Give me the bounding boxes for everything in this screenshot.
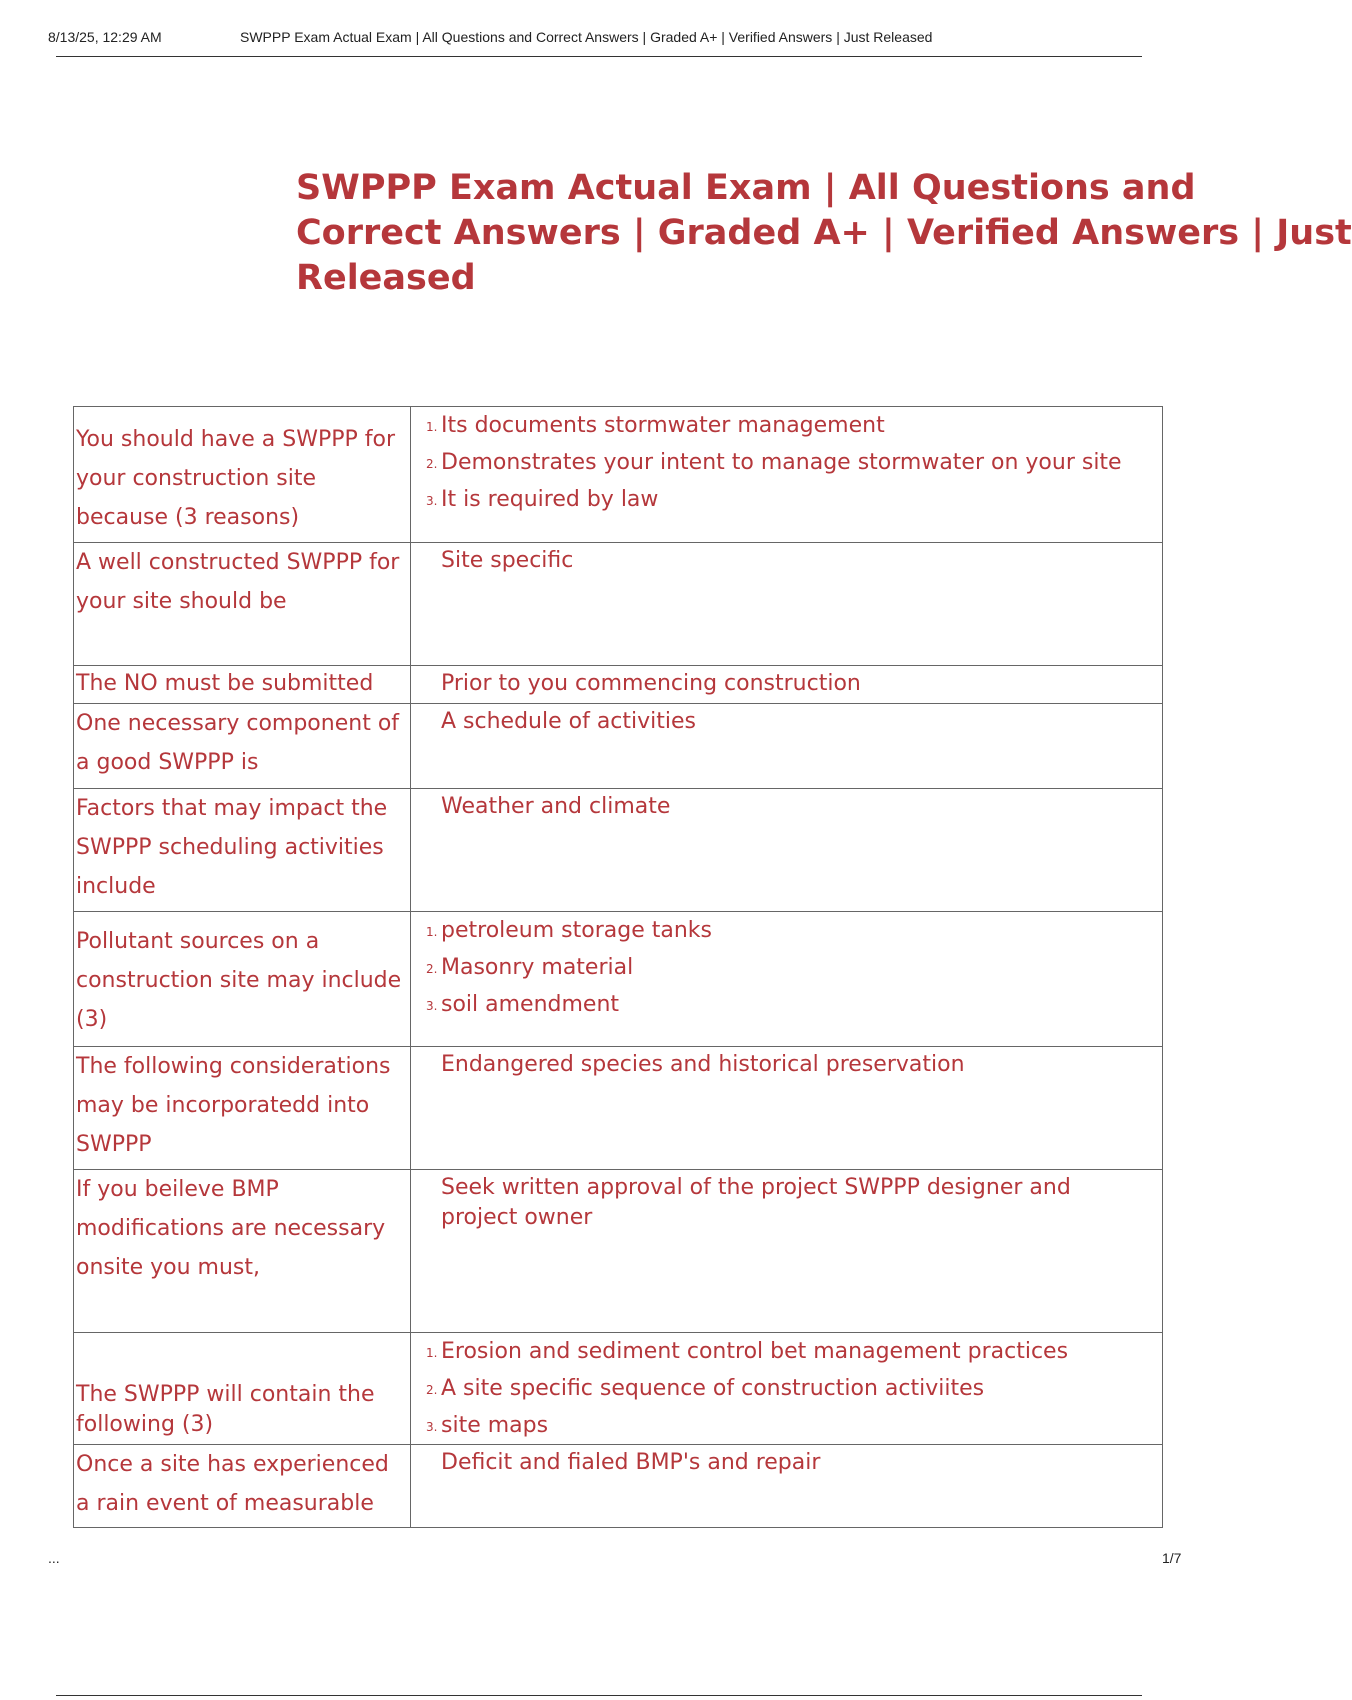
title-line: SWPPP Exam Actual Exam | All Questions and bbox=[296, 168, 1196, 208]
table-row bbox=[74, 1333, 1163, 1445]
list-item: soil amendment bbox=[441, 992, 620, 1017]
table-row bbox=[74, 1445, 1163, 1528]
question-cell bbox=[74, 789, 411, 912]
answer-cell bbox=[411, 1333, 1163, 1445]
document-title bbox=[296, 166, 1352, 301]
title-line: Correct Answers | Graded A+ | Verified Answers | Just bbox=[296, 213, 1352, 253]
print-datetime: 8/13/25, 12:29 AM bbox=[48, 29, 162, 45]
question-cell bbox=[74, 543, 411, 666]
list-item: petroleum storage tanks bbox=[441, 918, 712, 943]
question-cell bbox=[74, 666, 411, 704]
table-row bbox=[74, 407, 1163, 543]
answer-text: A schedule of activities bbox=[441, 709, 697, 734]
header-divider bbox=[56, 56, 1142, 57]
answer-text: Endangered species and historical preservation bbox=[441, 1052, 965, 1077]
table-row bbox=[74, 912, 1163, 1047]
answer-cell bbox=[411, 1445, 1163, 1528]
answer-cell bbox=[411, 407, 1163, 543]
qa-table bbox=[73, 406, 1163, 1528]
answer-cell bbox=[411, 1170, 1163, 1333]
list-item: site maps bbox=[441, 1413, 549, 1438]
answer-text: Weather and climate bbox=[441, 794, 671, 819]
print-page-title: SWPPP Exam Actual Exam | All Questions and Correct Answers | Graded A+ | Verified Answers | Just Released bbox=[240, 29, 933, 45]
question-text: You should have a SWPPP for your construction site because (3 reasons) bbox=[76, 427, 395, 530]
answer-text: Deficit and fialed BMP's and repair bbox=[441, 1450, 821, 1475]
title-line: Released bbox=[296, 258, 476, 298]
question-cell bbox=[74, 1333, 411, 1445]
answer-list bbox=[441, 912, 1154, 1023]
question-text: A well constructed SWPPP for your site should be bbox=[76, 550, 400, 614]
question-text: Factors that may impact the SWPPP scheduling activities include bbox=[76, 796, 388, 899]
answer-list bbox=[441, 1333, 1154, 1444]
question-cell bbox=[74, 1047, 411, 1170]
question-cell bbox=[74, 912, 411, 1047]
answer-cell bbox=[411, 789, 1163, 912]
print-header bbox=[48, 29, 1138, 57]
question-text: Pollutant sources on a construction site may include (3) bbox=[76, 929, 402, 1032]
list-item: A site specific sequence of construction activiites bbox=[441, 1376, 985, 1401]
table-row bbox=[74, 666, 1163, 704]
answer-cell bbox=[411, 543, 1163, 666]
question-text: One necessary component of a good SWPPP is bbox=[76, 711, 400, 775]
answer-cell bbox=[411, 704, 1163, 789]
question-text: The NO must be submitted bbox=[76, 671, 374, 696]
question-cell bbox=[74, 1170, 411, 1333]
page-number: 1/7 bbox=[1162, 1550, 1182, 1566]
footer-divider bbox=[56, 1695, 1142, 1696]
answer-text: Seek written approval of the project SWPPP designer and project owner bbox=[441, 1175, 1071, 1230]
list-item: Masonry material bbox=[441, 955, 634, 980]
list-item: Demonstrates your intent to manage stormwater on your site bbox=[441, 450, 1122, 475]
answer-text: Site specific bbox=[441, 548, 574, 573]
list-item: It is required by law bbox=[441, 487, 659, 512]
answer-text: Prior to you commencing construction bbox=[441, 671, 861, 696]
answer-list bbox=[441, 407, 1154, 518]
question-cell bbox=[74, 704, 411, 789]
list-item: Erosion and sediment control bet management practices bbox=[441, 1339, 1069, 1364]
question-cell bbox=[74, 407, 411, 543]
table-row bbox=[74, 704, 1163, 789]
table-row bbox=[74, 1047, 1163, 1170]
table-row bbox=[74, 789, 1163, 912]
question-text: Once a site has experienced a rain event of measurable bbox=[76, 1452, 389, 1516]
answer-cell bbox=[411, 1047, 1163, 1170]
question-cell bbox=[74, 1445, 411, 1528]
list-item: Its documents stormwater management bbox=[441, 413, 885, 438]
table-row bbox=[74, 1170, 1163, 1333]
footer-ellipsis: ... bbox=[48, 1550, 60, 1566]
question-text: The following considerations may be incorporatedd into SWPPP bbox=[76, 1054, 391, 1157]
table-row bbox=[74, 543, 1163, 666]
answer-cell bbox=[411, 666, 1163, 704]
question-text: The SWPPP will contain the following (3) bbox=[76, 1382, 375, 1437]
answer-cell bbox=[411, 912, 1163, 1047]
question-text: If you beileve BMP modifications are necessary onsite you must, bbox=[76, 1177, 386, 1280]
